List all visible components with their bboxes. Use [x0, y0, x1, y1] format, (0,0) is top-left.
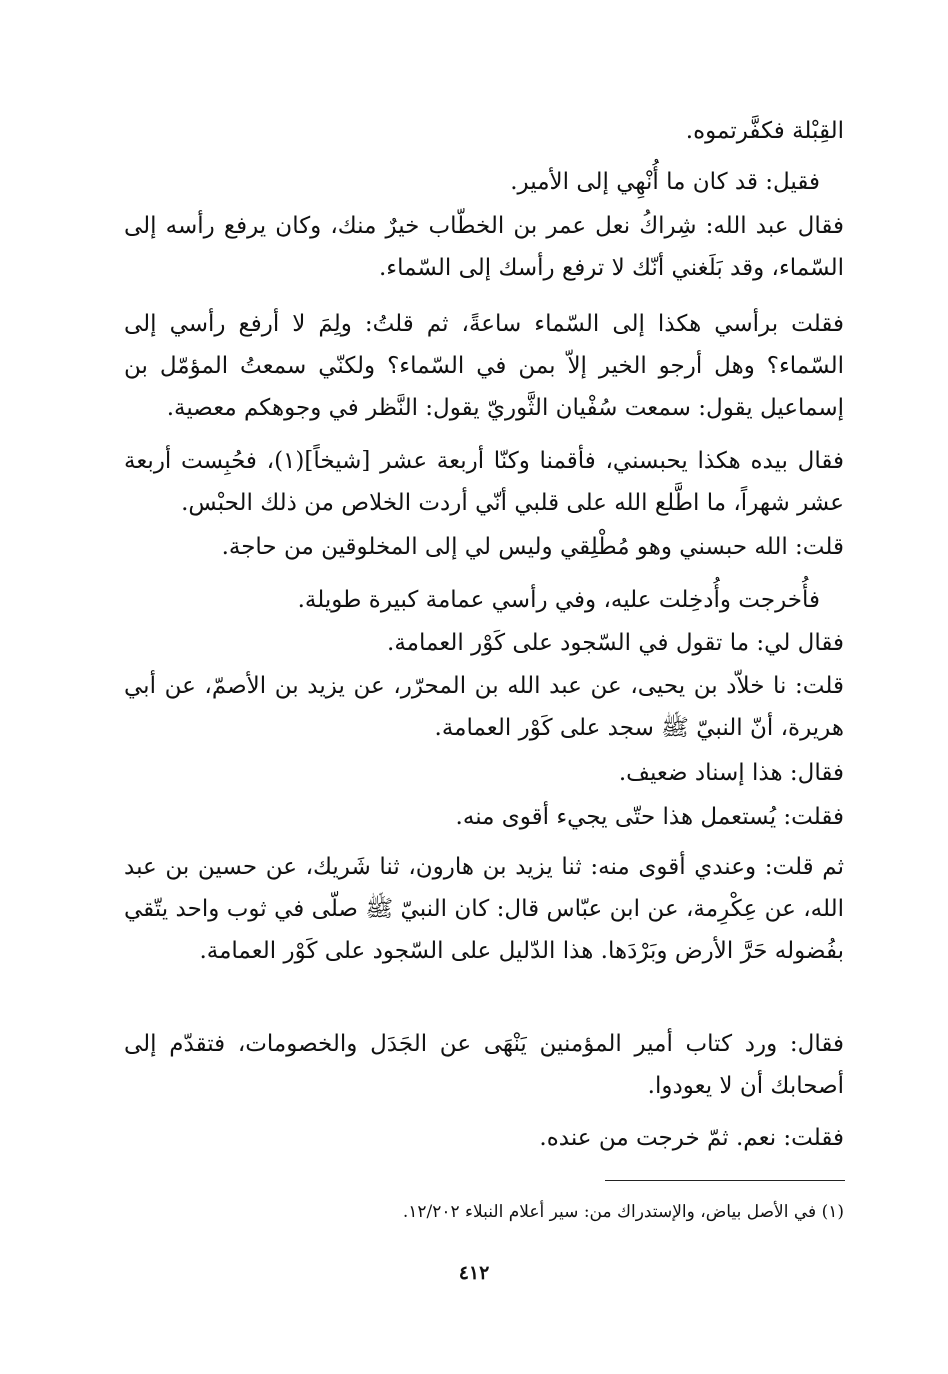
- paragraph-continuation: القِبْلة فكفَّرتموه.: [685, 118, 844, 144]
- paragraph: قلت: الله حبسني وهو مُطْلِقي وليس لي إلى المخلوقين من حاجة.: [221, 534, 844, 560]
- paragraph: فأُخرجت وأُدخِلت عليه، وفي رأسي عمامة كبيرة طويلة.: [297, 587, 820, 613]
- page-number: ٤١٢: [458, 1262, 490, 1284]
- paragraph: فقال: ورد كتاب أمير المؤمنين يَنْهَى عن الجَدَل والخصومات، فتقدّم إلى أصحابك أن لا يعودوا.: [124, 1031, 844, 1099]
- paragraph: فقلت برأسي هكذا إلى السّماء ساعةً، ثم قلتُ: ولِمَ لا أرفع رأسي إلى السّماء؟ وهل أرجو الخير إلاّ بمن في السّماء؟ ولكنّي سمعتُ المؤمّل بن إسماعيل يقول: سمعت سُفْيان الثَّوريّ يقول: النَّظر في وجوهكم معصية.: [124, 311, 844, 421]
- paragraph: فقال: هذا إسناد ضعيف.: [618, 760, 844, 786]
- paragraph: فقال عبد الله: شِراكُ نعل عمر بن الخطّاب خيرٌ منك، وكان يرفع رأسه إلى السّماء، وقد بَلَغني أنّك لا ترفع رأسك إلى السّماء.: [124, 213, 844, 281]
- footnote: (١) في الأصل بياض، والإستدراك من: سير أعلام النبلاء ١٢/٢٠٢.: [402, 1202, 844, 1222]
- paragraph: فقلت: يُستعمل هذا حتّى يجيء أقوى منه.: [455, 804, 844, 830]
- paragraph: قلت: نا خلاّد بن يحيى، عن عبد الله بن المحرّر، عن يزيد بن الأصمّ، عن أبي هريرة، أنّ النبيّ ﷺ سجد على كَوْر العمامة.: [124, 673, 844, 741]
- paragraph: فقال بيده هكذا يحبسني، فأقمنا وكنّا أربعة عشر [شيخاً](١)، فحُبِست أربعة عشر شهراً، ما اطَّلع الله على قلبي أنّي أردت الخلاص من ذلك الحبْس.: [124, 448, 844, 516]
- paragraph: فقال لي: ما تقول في السّجود على كَوْر العمامة.: [387, 630, 844, 656]
- paragraph: ثم قلت: وعندي أقوى منه: ثنا يزيد بن هارون، ثنا شَريك، عن حسين بن عبد الله، عن عِكْرِمة، عن ابن عبّاس قال: كان النبيّ ﷺ صلّى في ثوب واحد يتّقي بفُضوله حَرَّ الأرض وبَرْدَها. هذا الدّليل على السّجود على كَوْر العمامة.: [124, 854, 844, 964]
- paragraph: فقيل: قد كان ما أُنْهِي إلى الأمير.: [510, 169, 820, 195]
- paragraph: فقلت: نعم. ثمّ خرجت من عنده.: [539, 1125, 844, 1151]
- footnote-separator: [605, 1180, 845, 1181]
